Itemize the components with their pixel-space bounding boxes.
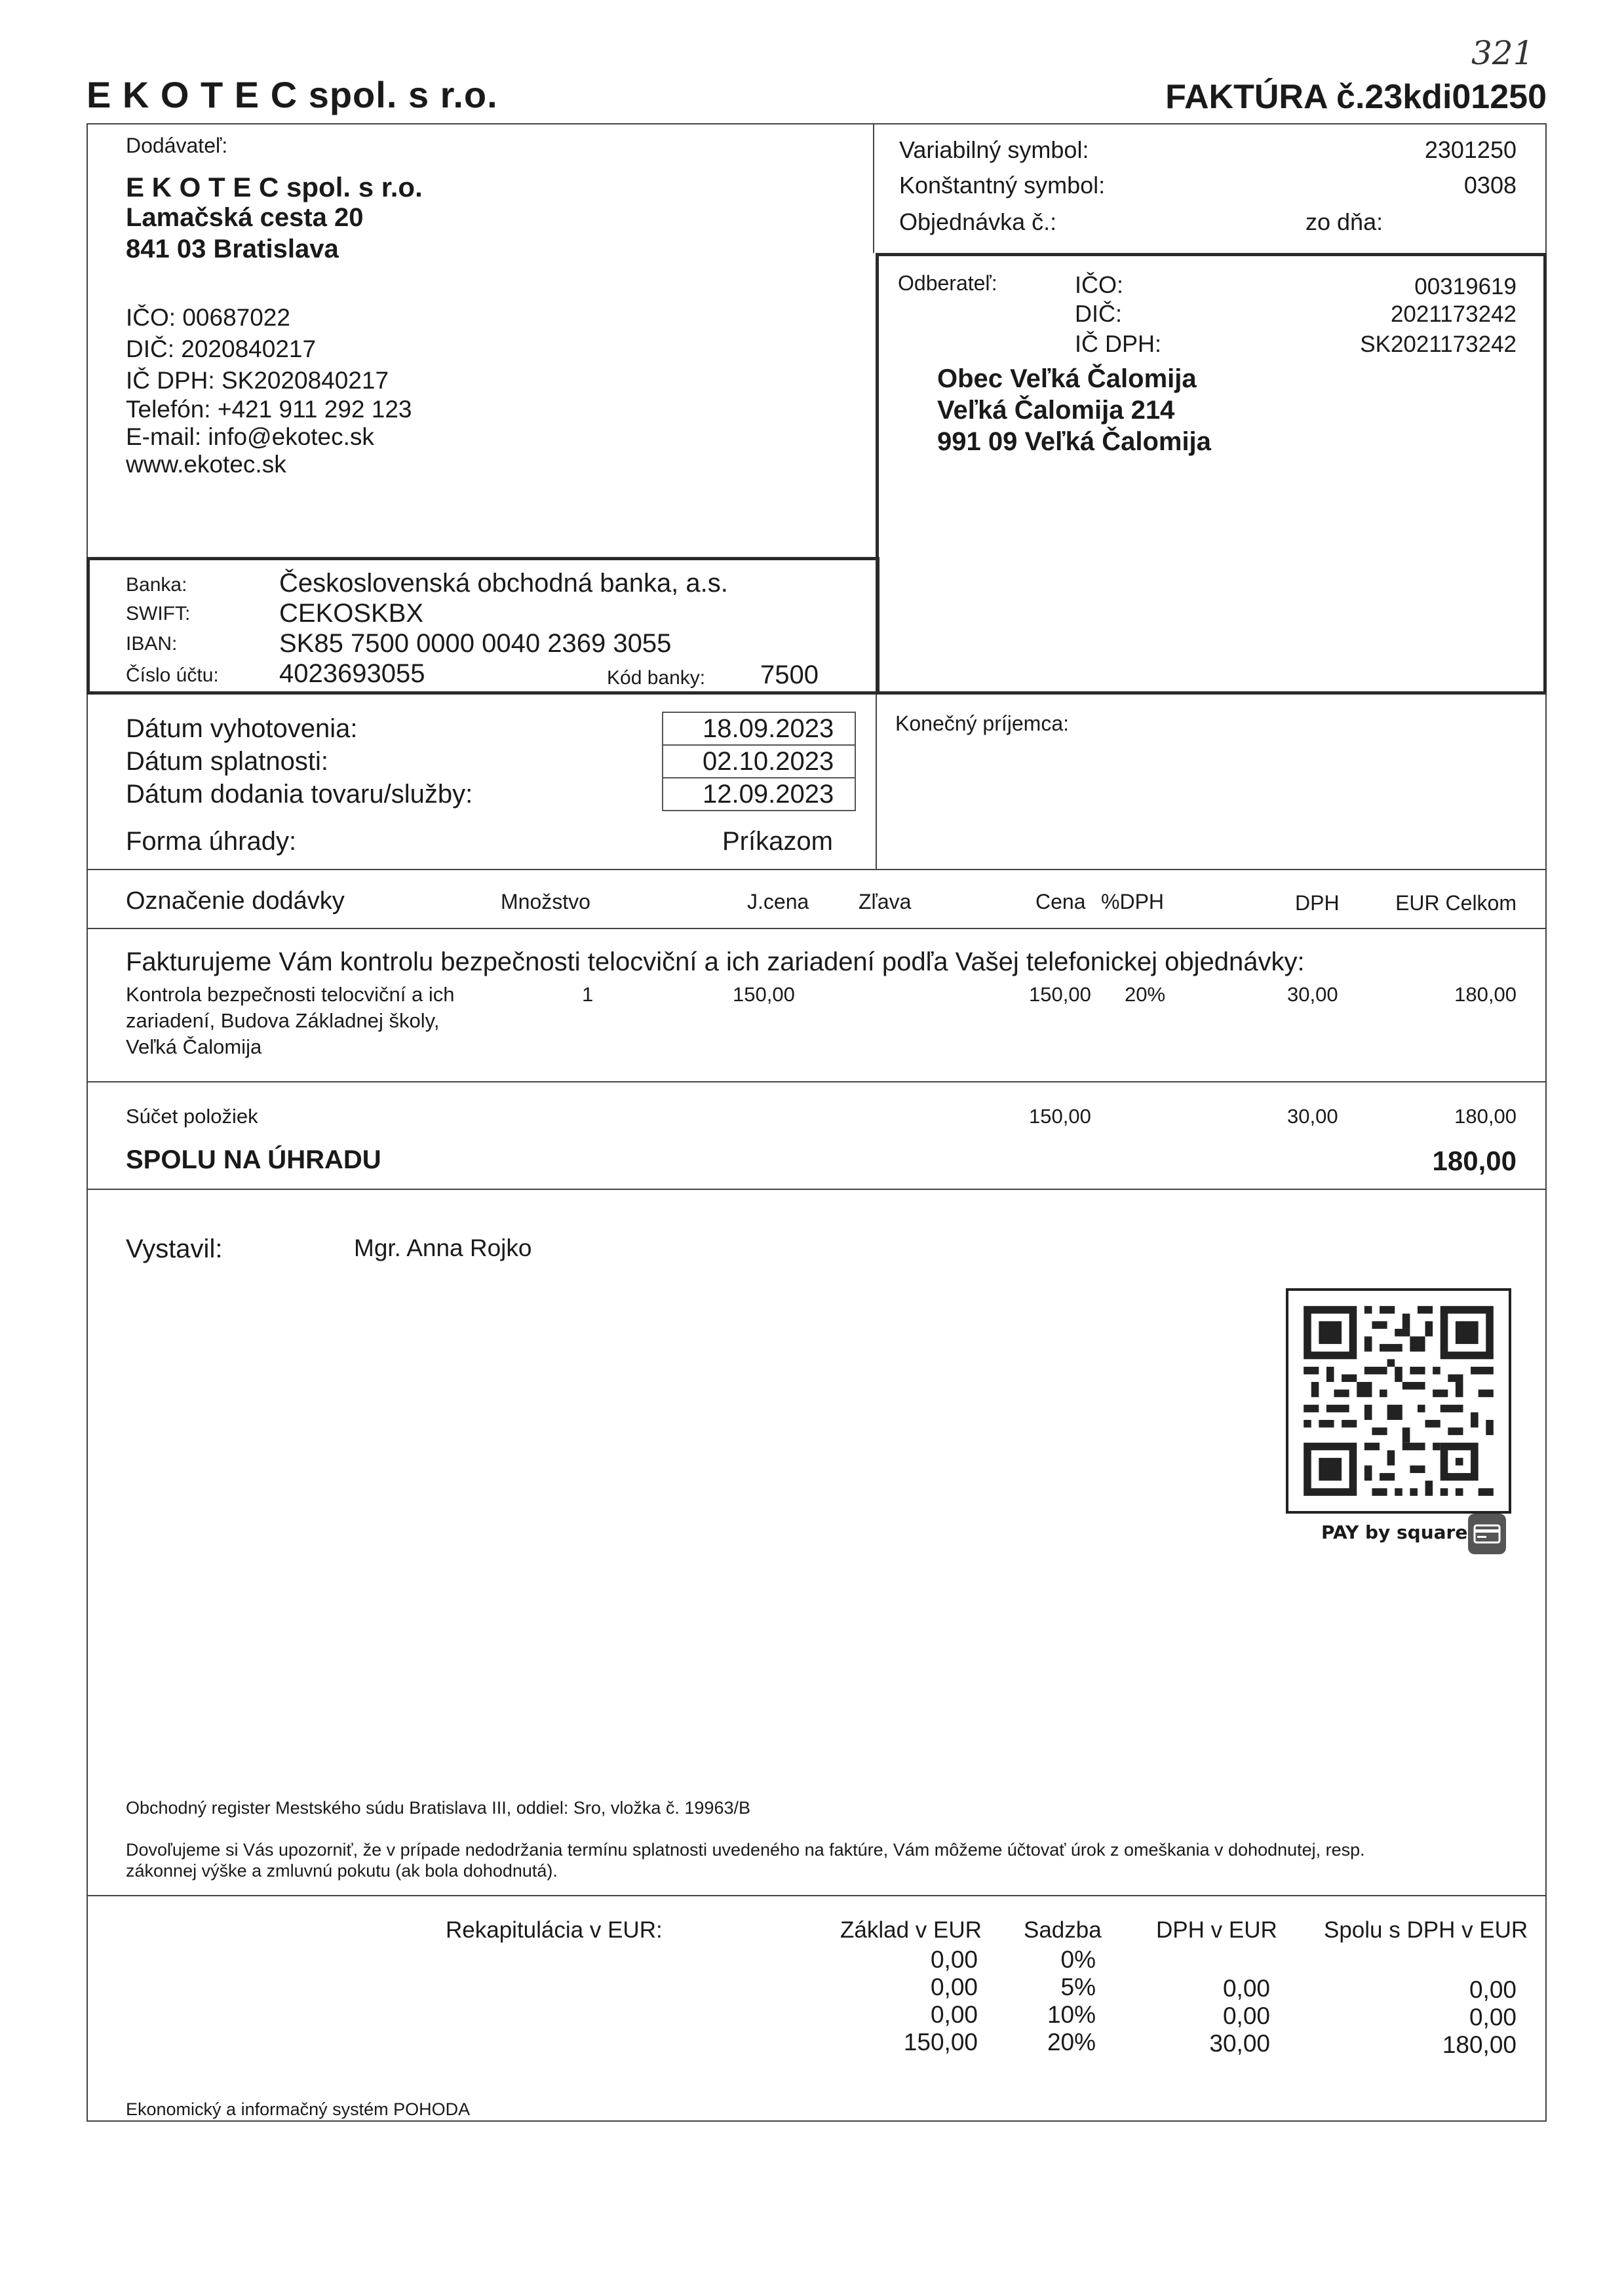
item-total: 180,00 [1454,983,1517,1006]
item-description-line1: Kontrola bezpečnosti telocviční a ich [126,983,455,1006]
supplier-dic: DIČ: 2020840217 [126,335,317,362]
recap-rate-3: 20% [1047,2029,1096,2056]
recap-total-3: 180,00 [1442,2031,1517,2058]
account-value: 4023693055 [279,659,425,688]
recap-header-rate: Sadzba [1024,1917,1102,1943]
supplier-web: www.ekotec.sk [126,451,286,478]
final-recipient-label: Konečný príjemca: [895,712,1070,735]
sum-total: 180,00 [1454,1105,1517,1128]
col-vat: DPH [1295,891,1340,915]
recap-base-2: 0,00 [930,2001,978,2028]
col-description: Označenie dodávky [126,887,345,915]
recap-header-total: Spolu s DPH v EUR [1324,1917,1528,1943]
item-description-line2: zariadení, Budova Základnej školy, [126,1009,440,1032]
iban-value: SK85 7500 0000 0040 2369 3055 [279,629,672,658]
issuer-label: Vystavil: [126,1234,223,1263]
due-date-label: Dátum splatnosti: [126,747,329,776]
bank-code-label: Kód banky: [607,667,706,689]
recap-title: Rekapitulácia v EUR: [446,1917,663,1943]
qr-code-image [1288,1291,1509,1511]
due-date-value: 02.10.2023 [703,747,834,776]
customer-ico-label: IČO: [1075,271,1124,298]
col-total: EUR Celkom [1395,891,1517,915]
order-date-label: zo dňa: [1305,208,1383,235]
customer-ico-value: 00319619 [1414,274,1517,299]
account-label: Číslo účtu: [126,664,219,686]
recap-vat-3: 30,00 [1209,2030,1270,2057]
col-price: Cena [1035,890,1086,913]
supplier-phone: Telefón: +421 911 292 123 [126,396,412,423]
recap-header-base: Základ v EUR [840,1917,982,1943]
handwritten-note: 321 [1471,34,1534,72]
recap-vat-1: 0,00 [1222,1975,1270,2002]
customer-name: Obec Veľká Čalomija [937,364,1197,393]
swift-label: SWIFT: [126,603,191,624]
sum-vat: 30,00 [1287,1105,1338,1128]
bank-code-value: 7500 [760,660,819,689]
customer-dic-label: DIČ: [1075,300,1122,327]
delivery-date-label: Dátum dodania tovaru/služby: [126,780,473,809]
issue-date-label: Dátum vyhotovenia: [126,714,358,743]
customer-street: Veľká Čalomija 214 [937,396,1175,425]
iban-label: IBAN: [126,633,178,655]
supplier-label: Dodávateľ: [126,134,228,157]
invoice-title: FAKTÚRA č.23kdi01250 [1165,78,1547,116]
recap-base-0: 0,00 [930,1946,978,1973]
item-vat-rate: 20% [1125,983,1166,1006]
recap-total-1: 0,00 [1469,1976,1517,2003]
software-note: Ekonomický a informačný systém POHODA [126,2099,471,2119]
recap-base-1: 0,00 [930,1974,978,2000]
recap-total-2: 0,00 [1469,2004,1517,2031]
customer-ic-dph-value: SK2021173242 [1360,332,1517,357]
payment-label: Forma úhrady: [126,827,297,856]
supplier-ico: IČO: 00687022 [126,304,290,331]
supplier-email: E-mail: info@ekotec.sk [126,423,374,450]
variable-symbol-value: 2301250 [1424,136,1517,163]
customer-label: Odberateľ: [898,271,997,295]
col-quantity: Množstvo [501,890,590,913]
sum-price: 150,00 [1029,1105,1091,1128]
item-vat: 30,00 [1287,983,1338,1006]
card-icon [1468,1514,1506,1554]
constant-symbol-label: Konštantný symbol: [899,172,1106,199]
issuer-name: Mgr. Anna Rojko [354,1234,532,1261]
recap-base-3: 150,00 [903,2029,978,2056]
company-heading: E K O T E C spol. s r.o. [87,74,498,115]
qr-code [1286,1288,1511,1514]
items-intro: Fakturujeme Vám kontrolu bezpečnosti telocviční a ich zariadení podľa Vašej telefonickej objednávky: [126,947,1305,976]
delivery-date-value: 12.09.2023 [703,780,834,809]
supplier-ic-dph: IČ DPH: SK2020840217 [126,367,389,394]
col-unit-price: J.cena [747,890,809,913]
register-note: Obchodný register Mestského súdu Bratislava III, oddiel: Sro, vložka č. 19963/B [126,1798,750,1818]
sum-label: Súčet položiek [126,1105,258,1128]
item-price: 150,00 [1029,983,1091,1006]
item-quantity: 1 [582,983,594,1006]
item-unit-price: 150,00 [733,983,795,1006]
bank-label: Banka: [126,574,187,596]
payment-value: Príkazom [722,827,833,856]
item-description-line3: Veľká Čalomija [126,1035,262,1058]
issue-date-value: 18.09.2023 [703,714,834,743]
supplier-street: Lamačská cesta 20 [126,203,364,232]
grand-total-value: 180,00 [1432,1145,1517,1176]
constant-symbol-value: 0308 [1463,172,1517,199]
bank-value: Československá obchodná banka, a.s. [279,569,728,598]
recap-header-vat: DPH v EUR [1156,1917,1277,1943]
customer-dic-value: 2021173242 [1390,301,1517,327]
recap-rate-1: 5% [1060,1974,1096,2000]
customer-ic-dph-label: IČ DPH: [1075,330,1162,357]
supplier-name: E K O T E C spol. s r.o. [126,172,423,202]
swift-value: CEKOSKBX [279,599,424,628]
payment-notice-line1: Dovoľujeme si Vás upozorniť, že v prípade nedodržania termínu splatnosti uvedeného na faktúre, Vám môžeme účtovať úrok z omeškania v dohodnutej, resp. [126,1840,1365,1860]
col-discount: Zľava [859,890,912,913]
recap-vat-2: 0,00 [1222,2002,1270,2029]
grand-total-label: SPOLU NA ÚHRADU [126,1145,381,1174]
qr-caption: PAY by square [1321,1521,1468,1543]
recap-rate-0: 0% [1060,1946,1096,1973]
supplier-city: 841 03 Bratislava [126,235,339,263]
col-vat-rate: %DPH [1101,890,1165,913]
recap-rate-2: 10% [1047,2001,1096,2028]
variable-symbol-label: Variabilný symbol: [899,136,1089,163]
customer-city: 991 09 Veľká Čalomija [937,427,1211,456]
payment-notice-line2: zákonnej výške a zmluvnú pokutu (ak bola dohodnutá). [126,1861,558,1881]
order-label: Objednávka č.: [899,208,1057,235]
